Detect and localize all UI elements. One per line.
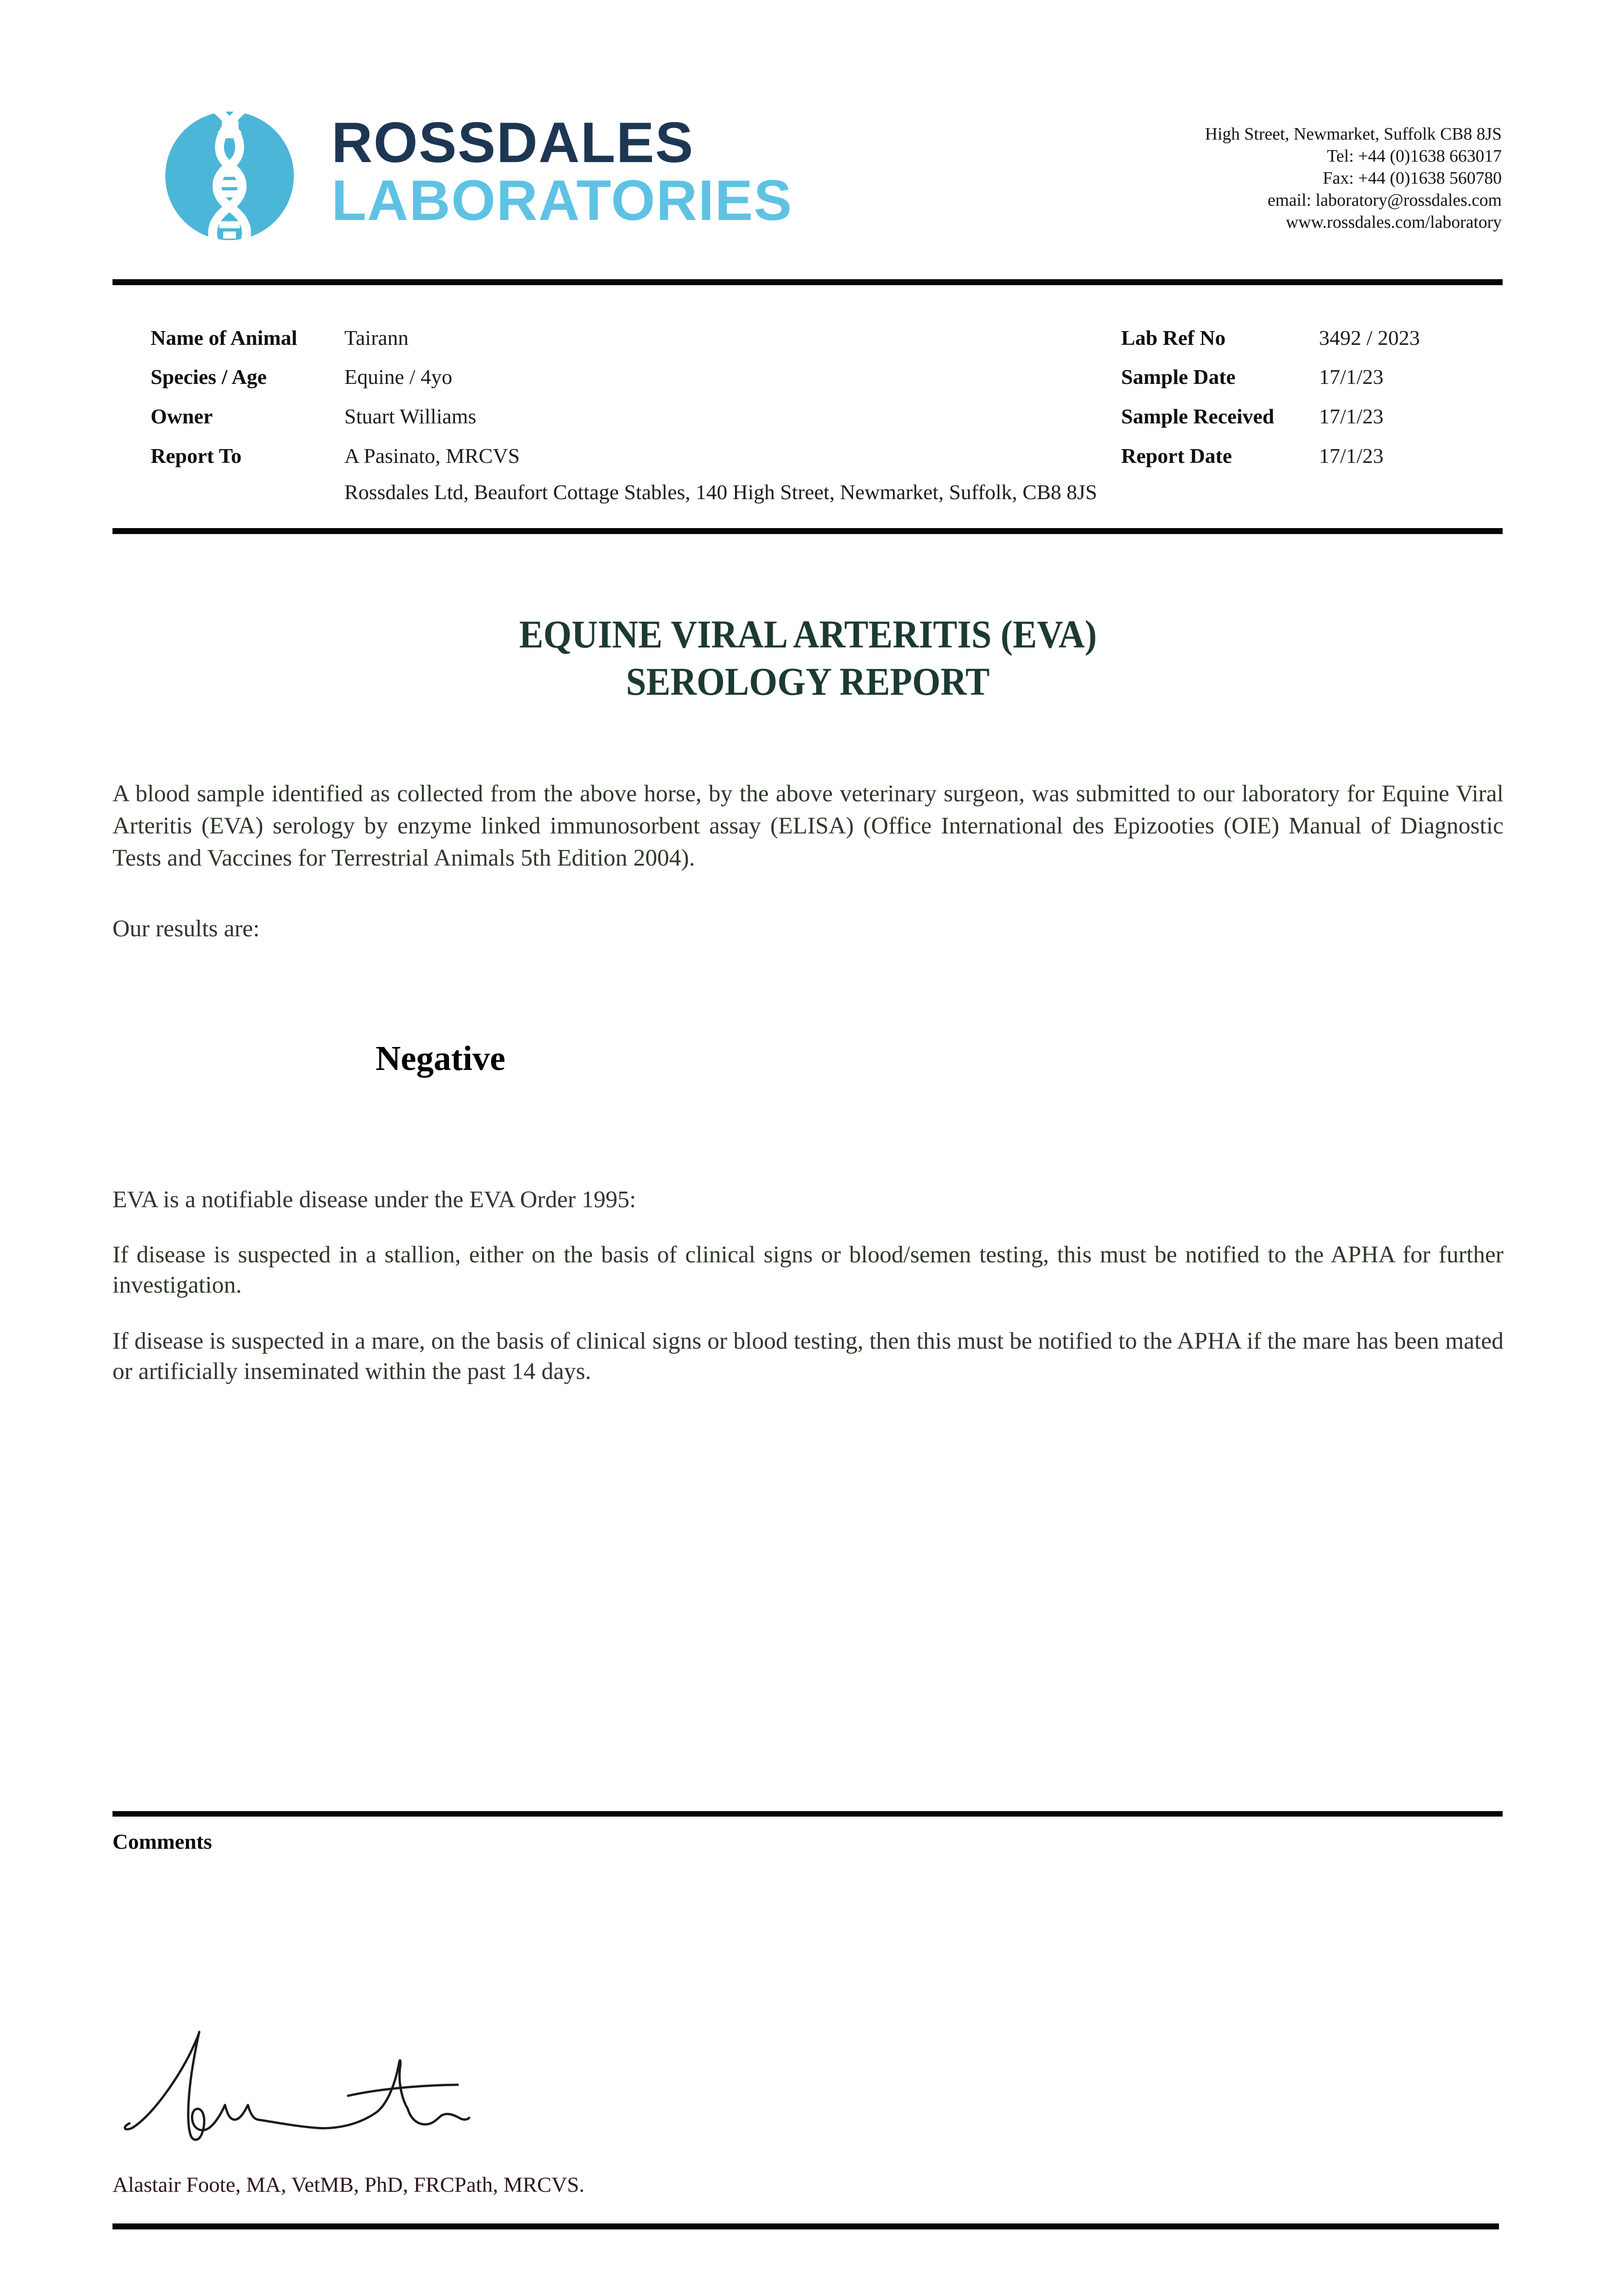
- footer-bar: [112, 2223, 1499, 2229]
- notifiable-disease-note: EVA is a notifiable disease under the EVA Order 1995:: [112, 1187, 636, 1213]
- contact-website: www.rossdales.com/laboratory: [1285, 213, 1502, 232]
- report-title-line2: SEROLOGY REPORT: [626, 659, 990, 703]
- contact-block: [1205, 123, 1502, 233]
- signature-image: [119, 2026, 473, 2145]
- brand-name-line1: ROSSDALES: [331, 111, 694, 174]
- details-divider: [112, 528, 1503, 534]
- result-value: Negative: [376, 1039, 505, 1078]
- contact-fax: Fax: +44 (0)1638 560780: [1323, 169, 1502, 188]
- intro-paragraph: A blood sample identified as collected from the above horse, by the above veterinary surgeon, was submitted to our laboratory for Equine Viral Arteritis (EVA) serology by enzyme linked immunosorbent assay (ELISA) (Office International des Epizooties (OIE) Manual of Diagnostic Tests and Vaccines for Terrestrial Animals 5th Edition 2004).: [112, 781, 1504, 871]
- detail-value-sample-date: 17/1/23: [1319, 365, 1384, 388]
- detail-value-report-date: 17/1/23: [1319, 444, 1384, 467]
- comments-heading: Comments: [112, 1830, 212, 1854]
- mare-note: If disease is suspected in a mare, on the basis of clinical signs or blood testing, then this must be notified to the APHA if the mare has been mated or artificially inseminated within the past 14 days.: [112, 1328, 1504, 1384]
- detail-label-species-age: Species / Age: [151, 365, 267, 388]
- contact-email: email: laboratory@rossdales.com: [1268, 191, 1502, 210]
- dna-logo-icon: [165, 112, 294, 240]
- header-divider: [112, 279, 1503, 285]
- report-title: [112, 611, 1504, 705]
- detail-label-report-to: Report To: [151, 444, 242, 467]
- detail-label-sample-date: Sample Date: [1121, 365, 1236, 388]
- detail-value-name-of-animal: Tairann: [344, 326, 409, 349]
- results-label: Our results are:: [112, 916, 260, 942]
- detail-label-report-date: Report Date: [1121, 444, 1232, 467]
- comments-divider: [112, 1811, 1503, 1817]
- detail-value-species-age: Equine / 4yo: [344, 365, 453, 388]
- detail-label-lab-ref-no: Lab Ref No: [1121, 326, 1226, 349]
- report-to-address-line: Rossdales Ltd, Beaufort Cottage Stables, 140 High Street, Newmarket, Suffolk, CB8 8JS: [344, 480, 1097, 504]
- signoff-name: Alastair Foote, MA, VetMB, PhD, FRCPath, MRCVS.: [112, 2173, 585, 2197]
- detail-value-report-to: A Pasinato, MRCVS: [344, 444, 520, 467]
- detail-label-name-of-animal: Name of Animal: [151, 326, 297, 349]
- contact-tel: Tel: +44 (0)1638 663017: [1327, 146, 1502, 166]
- stallion-note: If disease is suspected in a stallion, either on the basis of clinical signs or blood/semen testing, this must be notified to the APHA for further investigation.: [112, 1242, 1504, 1298]
- detail-value-sample-received: 17/1/23: [1319, 405, 1384, 428]
- contact-address: High Street, Newmarket, Suffolk CB8 8JS: [1205, 124, 1502, 144]
- brand-name-line2: LABORATORIES: [331, 169, 793, 232]
- report-title-line1: EQUINE VIRAL ARTERITIS (EVA): [519, 612, 1097, 656]
- detail-label-sample-received: Sample Received: [1121, 405, 1274, 428]
- detail-value-lab-ref-no: 3492 / 2023: [1319, 326, 1420, 349]
- detail-value-owner: Stuart Williams: [344, 405, 477, 428]
- detail-label-owner: Owner: [151, 405, 213, 428]
